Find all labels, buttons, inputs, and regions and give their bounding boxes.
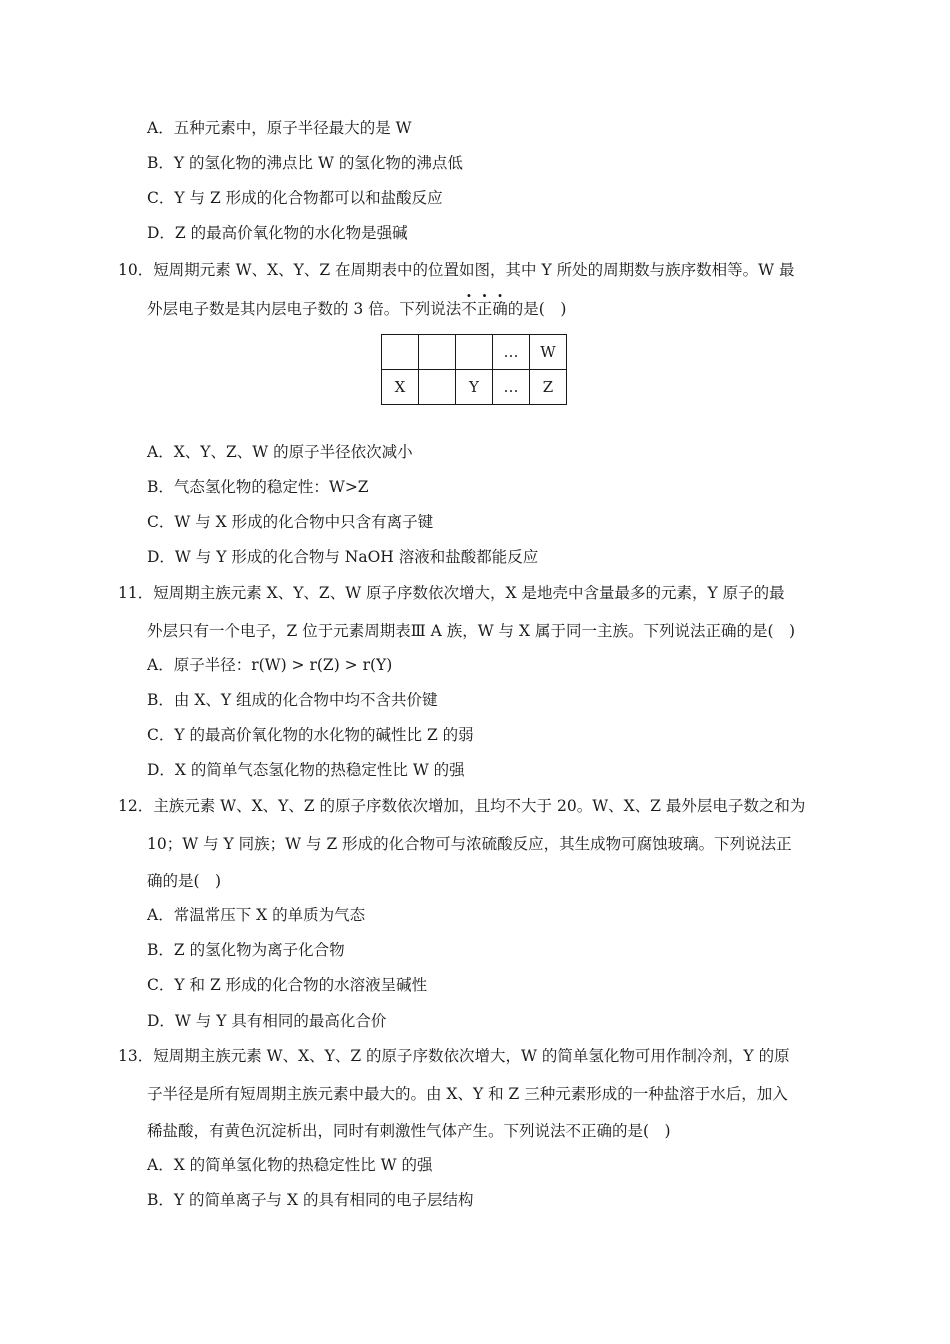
q12-stem-line2: 10；W 与 Y 同族；W 与 Z 形成的化合物可与浓硫酸反应，其生成物可腐蚀玻璃。下列说法正 <box>147 835 792 853</box>
q12-option-d: D．W 与 Y 具有相同的最高化合价 <box>147 1012 387 1030</box>
q11-option-d: D．X 的简单气态氢化物的热稳定性比 W 的强 <box>147 761 465 779</box>
q10-stem-line2 <box>147 299 566 319</box>
q13-stem-text1: 短周期主族元素 W、X、Y、Z 的原子序数依次增大，W 的简单氢化物可用作制冷剂，Y 的原 <box>153 1047 790 1065</box>
table-cell <box>456 335 493 370</box>
table-cell: Z <box>530 370 567 405</box>
q13-option-b: B．Y 的简单离子与 X 的具有相同的电子层结构 <box>147 1191 474 1209</box>
q10-emphasis-char: 正 <box>476 300 493 318</box>
q10-number: 10． <box>118 261 154 279</box>
q10-stem-text2: 外层电子数是其内层电子数的 3 倍。下列说法 <box>147 300 462 318</box>
table-cell: … <box>493 370 530 405</box>
q11-option-a: A．原子半径：r(W) > r(Z) > r(Y) <box>147 656 393 674</box>
q10-stem-line1 <box>118 260 795 280</box>
q13-stem-line1 <box>118 1046 790 1066</box>
q9-option-b: B．Y 的氢化物的沸点比 W 的氢化物的沸点低 <box>147 154 463 172</box>
q11-number: 11． <box>118 584 154 602</box>
q11-option-c: C．Y 的最高价氧化物的水化物的碱性比 Z 的弱 <box>147 726 474 744</box>
q12-stem-line1 <box>118 796 805 816</box>
table-cell: W <box>530 335 567 370</box>
table-cell: X <box>382 370 419 405</box>
q9-option-d: D．Z 的最高价氧化物的水化物是强碱 <box>147 224 408 242</box>
table-cell: Y <box>456 370 493 405</box>
table-cell <box>419 370 456 405</box>
q13-number: 13． <box>118 1047 154 1065</box>
q10-option-a: A．X、Y、Z、W 的原子半径依次减小 <box>147 443 413 461</box>
q9-option-c: C．Y 与 Z 形成的化合物都可以和盐酸反应 <box>147 189 443 207</box>
q10-emphasis-char: 不 <box>461 300 477 318</box>
q10-option-c: C．W 与 X 形成的化合物中只含有离子键 <box>147 513 434 531</box>
periodic-table-fragment <box>381 334 567 405</box>
table-cell: … <box>493 335 530 370</box>
q10-stem-text1: 短周期元素 W、X、Y、Z 在周期表中的位置如图，其中 Y 所处的周期数与族序数相等。W 最 <box>153 261 795 279</box>
q11-stem-line2: 外层只有一个电子，Z 位于元素周期表Ⅲ A 族，W 与 X 属于同一主族。下列说法正确的是( ) <box>147 622 796 640</box>
q11-stem-line1 <box>118 583 785 603</box>
q12-stem-line3: 确的是( ) <box>147 872 222 890</box>
table-cell <box>382 335 419 370</box>
q12-option-a: A．常温常压下 X 的单质为气态 <box>147 906 366 924</box>
q9-option-a: A．五种元素中，原子半径最大的是 W <box>147 119 412 137</box>
q10-stem-text3: 的是( ) <box>507 300 567 318</box>
q12-number: 12． <box>118 797 154 815</box>
q13-option-a: A．X 的简单氢化物的热稳定性比 W 的强 <box>147 1156 433 1174</box>
q10-option-b: B．气态氢化物的稳定性：W>Z <box>147 478 369 496</box>
table-row <box>382 335 567 370</box>
table-row <box>382 370 567 405</box>
q11-option-b: B．由 X、Y 组成的化合物中均不含共价键 <box>147 691 438 709</box>
q10-emphasis-char: 确 <box>492 300 508 318</box>
q11-stem-text1: 短周期主族元素 X、Y、Z、W 原子序数依次增大，X 是地壳中含量最多的元素，Y 原子的最 <box>153 584 785 602</box>
q12-stem-text1: 主族元素 W、X、Y、Z 的原子序数依次增加，且均不大于 20。W、X、Z 最外层电子数之和为 <box>153 797 806 815</box>
table-cell <box>419 335 456 370</box>
q12-option-b: B．Z 的氢化物为离子化合物 <box>147 941 345 959</box>
q13-stem-line3: 稀盐酸，有黄色沉淀析出，同时有刺激性气体产生。下列说法不正确的是( ) <box>147 1122 671 1140</box>
q10-option-d: D．W 与 Y 形成的化合物与 NaOH 溶液和盐酸都能反应 <box>147 548 539 566</box>
q13-stem-line2: 子半径是所有短周期主族元素中最大的。由 X、Y 和 Z 三种元素形成的一种盐溶于水后，加入 <box>147 1085 788 1103</box>
q12-option-c: C．Y 和 Z 形成的化合物的水溶液呈碱性 <box>147 976 428 994</box>
